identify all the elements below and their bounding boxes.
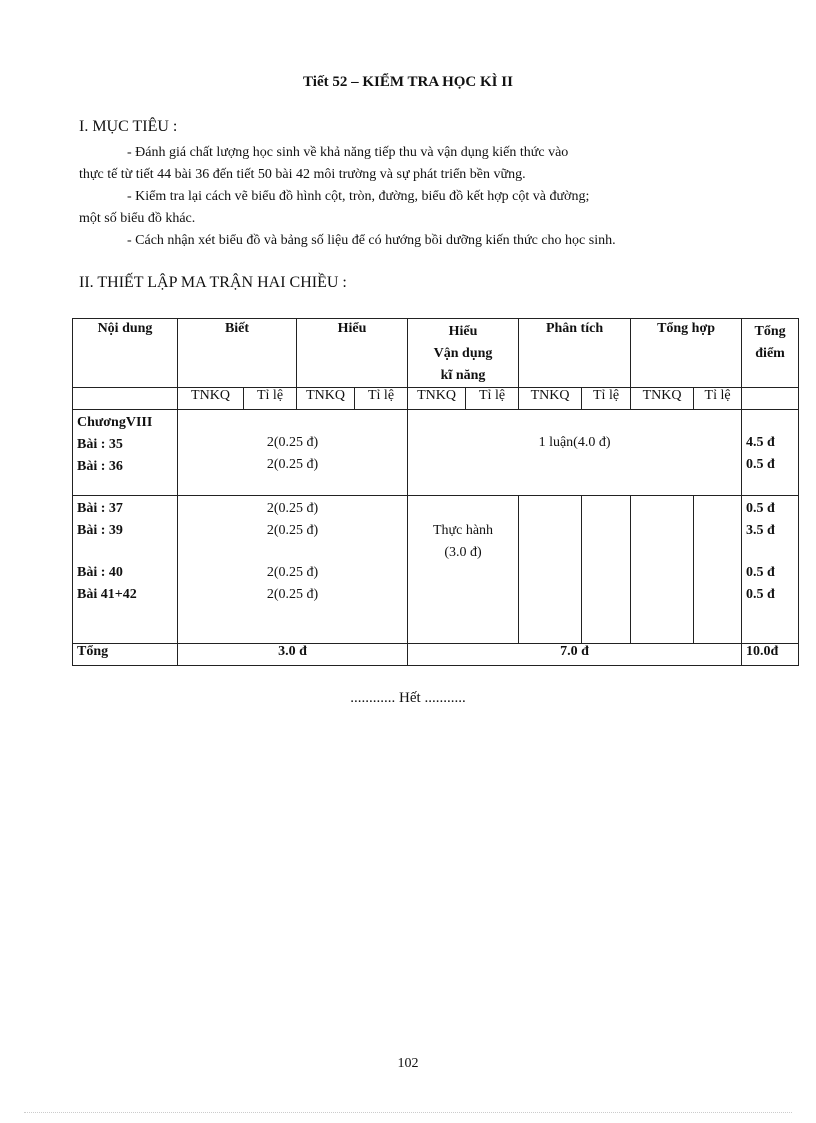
total-biet-hieu: 3.0 đ xyxy=(178,644,408,666)
subheader-tile: Tỉ lệ xyxy=(582,388,631,410)
subheader-empty xyxy=(742,388,799,410)
table-row xyxy=(73,496,799,644)
subheader-tnkq: TNKQ xyxy=(519,388,582,410)
page-number: 102 xyxy=(397,1056,419,1071)
subheader-tile: Tỉ lệ xyxy=(244,388,297,410)
section-heading-matrix: II. THIẾT LẬP MA TRẬN HAI CHIỀU : xyxy=(79,274,347,291)
group2-labels: Bài : 37 Bài : 39 Bài : 40 Bài 41+42 xyxy=(73,496,178,644)
objective-line: một số biểu đồ khác. xyxy=(79,211,196,226)
table-header-row xyxy=(73,319,799,388)
bottom-divider xyxy=(24,1112,792,1113)
subheader-tnkq: TNKQ xyxy=(631,388,694,410)
objective-line: - Đánh giá chất lượng học sinh về khả năng tiếp thu và vận dụng kiến thức vào xyxy=(127,145,569,160)
group2-totals: 0.5 đ 3.5 đ 0.5 đ 0.5 đ xyxy=(742,496,799,644)
total-score: 10.0đ xyxy=(742,644,799,666)
subheader-tnkq: TNKQ xyxy=(178,388,244,410)
group1-totals: 4.5 đ 0.5 đ xyxy=(742,410,799,496)
subheader-tnkq: TNKQ xyxy=(408,388,466,410)
empty-cell xyxy=(631,496,694,644)
group1-labels: ChươngVIII Bài : 35 Bài : 36 xyxy=(73,410,178,496)
header-biet: Biết xyxy=(178,319,297,388)
objectives-text xyxy=(79,142,759,252)
header-tong-hop: Tổng hợp xyxy=(631,319,742,388)
empty-cell xyxy=(582,496,631,644)
empty-cell xyxy=(519,496,582,644)
subheader-empty xyxy=(73,388,178,410)
empty-cell xyxy=(694,496,742,644)
end-marker: ............ Hết ........... xyxy=(350,690,466,706)
table-row xyxy=(73,410,799,496)
objective-line: - Cách nhận xét biểu đồ và bảng số liệu để có hướng bồi dưỡng kiến thức cho học sinh. xyxy=(127,233,616,248)
table-total-row xyxy=(73,644,799,666)
header-tong-diem: Tổng điểm xyxy=(742,319,799,388)
header-phan-tich: Phân tích xyxy=(519,319,631,388)
objective-line: thực tế từ tiết 44 bài 36 đến tiết 50 bài 42 môi trường và sự phát triển bền vững. xyxy=(79,167,526,182)
objective-line: - Kiểm tra lại cách vẽ biểu đồ hình cột, tròn, đường, biểu đồ kết hợp cột và đường; xyxy=(127,189,590,204)
subheader-tile: Tỉ lệ xyxy=(355,388,408,410)
group2-biet-hieu: 2(0.25 đ) 2(0.25 đ) 2(0.25 đ) 2(0.25 đ) xyxy=(178,496,408,644)
group2-van-dung: Thực hành (3.0 đ) xyxy=(408,496,519,644)
subheader-tnkq: TNKQ xyxy=(297,388,355,410)
total-label: Tổng xyxy=(73,644,178,666)
subheader-tile: Tỉ lệ xyxy=(466,388,519,410)
matrix-table xyxy=(72,318,799,666)
table-subheader-row xyxy=(73,388,799,410)
group1-van-dung: 1 luận(4.0 đ) xyxy=(408,410,742,496)
header-noi-dung: Nội dung xyxy=(73,319,178,388)
group1-biet-hieu: 2(0.25 đ) 2(0.25 đ) xyxy=(178,410,408,496)
subheader-tile: Tỉ lệ xyxy=(694,388,742,410)
section-heading-objectives: I. MỤC TIÊU : xyxy=(79,118,178,135)
page-title: Tiết 52 – KIỂM TRA HỌC KÌ II xyxy=(303,74,513,90)
total-rest: 7.0 đ xyxy=(408,644,742,666)
header-hieu: Hiểu xyxy=(297,319,408,388)
header-van-dung: Hiểu Vận dụng kĩ năng xyxy=(408,319,519,388)
